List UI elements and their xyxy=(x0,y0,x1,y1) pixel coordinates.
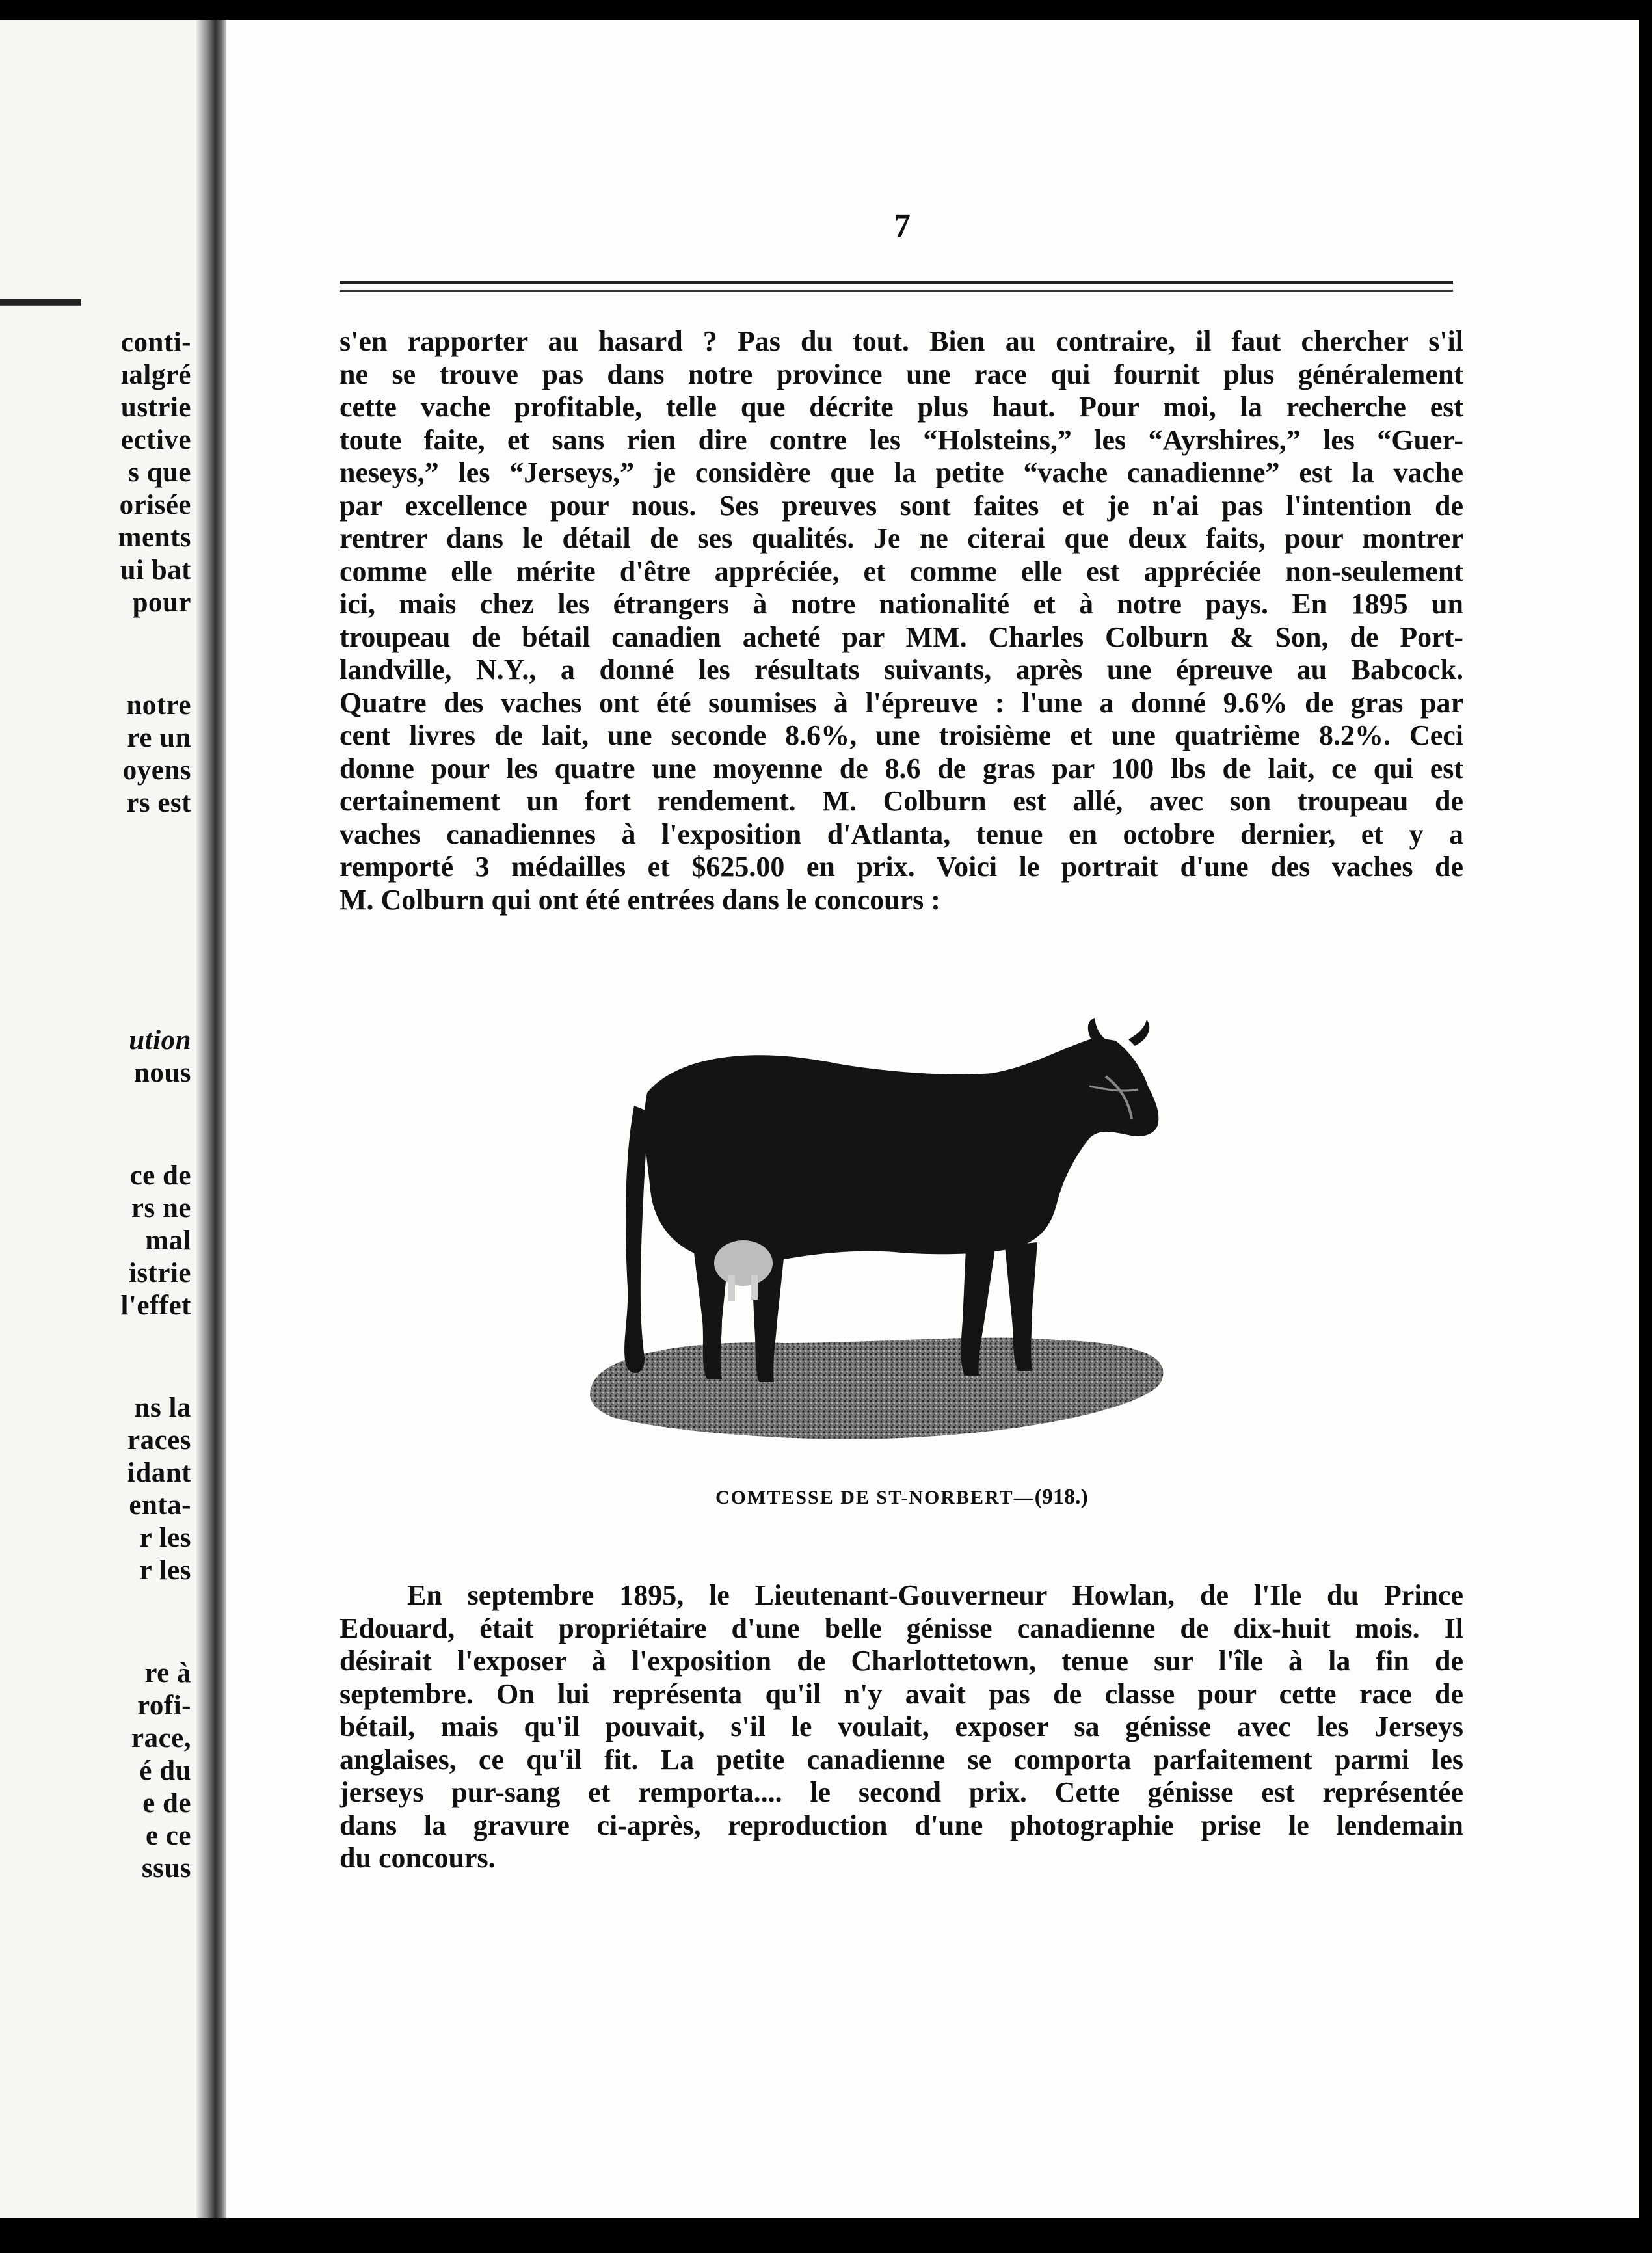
left-page-line: race, xyxy=(131,1723,191,1753)
left-page-line: re un xyxy=(127,723,191,753)
left-page-rule xyxy=(0,299,81,306)
text-line: En septembre 1895, le Lieutenant-Gouverneur Howlan, de l'Ile du Prince xyxy=(407,1579,1463,1611)
cow-engraving-icon xyxy=(589,1015,1213,1450)
text-line: Edouard, était propriétaire d'une belle génisse canadienne de dix-huit mois. Il xyxy=(340,1612,1463,1644)
left-page-line: r les xyxy=(139,1555,191,1586)
left-page-line: idant xyxy=(127,1458,191,1488)
cow-figure xyxy=(589,1015,1213,1450)
text-line: s'en rapporter au hasard ? Pas du tout. Bien au contraire, il faut chercher s'il xyxy=(340,325,1463,357)
left-page-line: ui bat xyxy=(120,555,191,585)
text-line: désirait l'exposer à l'exposition de Charlottetown, tenue sur l'île à la fin de xyxy=(340,1645,1463,1677)
text-line: remporté 3 médailles et $625.00 en prix. Voici le portrait d'une des vaches de xyxy=(340,851,1463,883)
book-spine xyxy=(215,20,226,2218)
text-line: bétail, mais qu'il pouvait, s'il le voulait, exposer sa génisse avec les Jerseys xyxy=(340,1711,1463,1742)
ground-patch xyxy=(590,1338,1163,1439)
left-page-line: ssus xyxy=(141,1853,191,1884)
left-page-fragment xyxy=(0,20,215,2218)
left-page-gutter xyxy=(196,20,215,2218)
left-page-line: ns la xyxy=(134,1393,191,1423)
left-page-line: r les xyxy=(139,1523,191,1553)
left-page-line: e ce xyxy=(145,1820,191,1851)
text-line: anglaises, ce qu'il fit. La petite canadienne se comporta parfaitement parmi les xyxy=(340,1743,1463,1776)
text-line: Quatre des vaches ont été soumises à l'épreuve : l'une a donné 9.6% de gras par xyxy=(340,686,1463,719)
left-page-line: rofi- xyxy=(137,1690,191,1721)
left-page-line: ce de xyxy=(129,1160,191,1191)
text-line: comme elle mérite d'être appréciée, et comme elle est appréciée non-seulement xyxy=(340,555,1463,587)
text-line: rentrer dans le détail de ses qualités. Je ne citerai que deux faits, pour montrer xyxy=(340,522,1463,554)
left-page-line: notre xyxy=(126,690,191,721)
text-line: donne pour les quatre une moyenne de 8.6 de gras par 100 lbs de lait, ce qui est xyxy=(340,752,1463,784)
page-number: 7 xyxy=(894,207,911,245)
left-page-line: e de xyxy=(142,1788,191,1819)
text-line: neseys,” les “Jerseys,” je considère que la petite “vache canadienne” est la vache xyxy=(340,457,1463,488)
paragraph-2 xyxy=(340,1579,1463,1875)
text-line: cent livres de lait, une seconde 8.6%, une troisième et une quatrième 8.2%. Ceci xyxy=(340,719,1463,751)
left-page-line: ustrie xyxy=(120,392,191,423)
left-page-line: re à xyxy=(144,1658,191,1688)
left-page-line: enta- xyxy=(129,1490,191,1521)
left-page-line: ective xyxy=(120,425,191,455)
left-page-line: l'effet xyxy=(120,1290,191,1321)
text-line: ne se trouve pas dans notre province une race qui fournit plus généralement xyxy=(340,358,1463,390)
text-line: du concours. xyxy=(340,1842,496,1874)
paragraph-1 xyxy=(340,325,1463,916)
left-page-line: mal xyxy=(145,1225,191,1256)
caption-title: COMTESSE DE ST-NORBERT— xyxy=(715,1487,1035,1508)
text-line: vaches canadiennes à l'exposition d'Atlanta, tenue en octobre dernier, et y a xyxy=(340,818,1463,850)
left-page-line: rs est xyxy=(126,788,191,818)
caption-number: (918.) xyxy=(1034,1485,1088,1509)
text-line: septembre. On lui représenta qu'il n'y avait pas de classe pour cette race de xyxy=(340,1677,1463,1710)
left-page-line: ution xyxy=(129,1025,191,1056)
text-line: par excellence pour nous. Ses preuves sont faites et je n'ai pas l'intention de xyxy=(340,489,1463,522)
text-line: troupeau de bétail canadien acheté par MM. Charles Colburn & Son, de Port- xyxy=(340,620,1463,653)
udder xyxy=(714,1240,773,1286)
left-page-line: é du xyxy=(139,1755,191,1786)
left-page-line: s que xyxy=(128,457,191,488)
figure-caption xyxy=(715,1485,1088,1510)
left-page-line: ıalgré xyxy=(120,360,191,390)
left-page-line: nous xyxy=(133,1058,191,1088)
text-line: landville, N.Y., a donné les résultats suivants, après une épreuve au Babcock. xyxy=(340,654,1463,686)
left-page-line: oyens xyxy=(122,755,191,786)
left-page-line: ments xyxy=(118,522,191,553)
text-line: ici, mais chez les étrangers à notre nationalité et à notre pays. En 1895 un xyxy=(340,588,1463,620)
text-line: dans la gravure ci-après, reproduction d'une photographie prise le lendemain xyxy=(340,1809,1463,1841)
cow-silhouette xyxy=(624,1018,1158,1382)
left-page-line: races xyxy=(127,1425,191,1456)
left-page-line: pour xyxy=(132,587,191,618)
text-line: certainement un fort rendement. M. Colburn est allé, avec son troupeau de xyxy=(340,785,1463,817)
header-rule xyxy=(340,281,1453,292)
text-line: cette vache profitable, telle que décrite plus haut. Pour moi, la recherche est xyxy=(340,391,1463,423)
text-line: toute faite, et sans rien dire contre les “Holsteins,” les “Ayrshires,” les “Guer- xyxy=(340,423,1463,456)
left-page-line: rs ne xyxy=(131,1193,191,1223)
text-line: jerseys pur-sang et remporta.... le second prix. Cette génisse est représentée xyxy=(340,1776,1463,1808)
left-page-line: orisée xyxy=(119,490,191,520)
left-page-line: conti- xyxy=(120,327,191,358)
left-page-line: istrie xyxy=(128,1258,191,1288)
text-line: M. Colburn qui ont été entrées dans le concours : xyxy=(340,883,940,916)
